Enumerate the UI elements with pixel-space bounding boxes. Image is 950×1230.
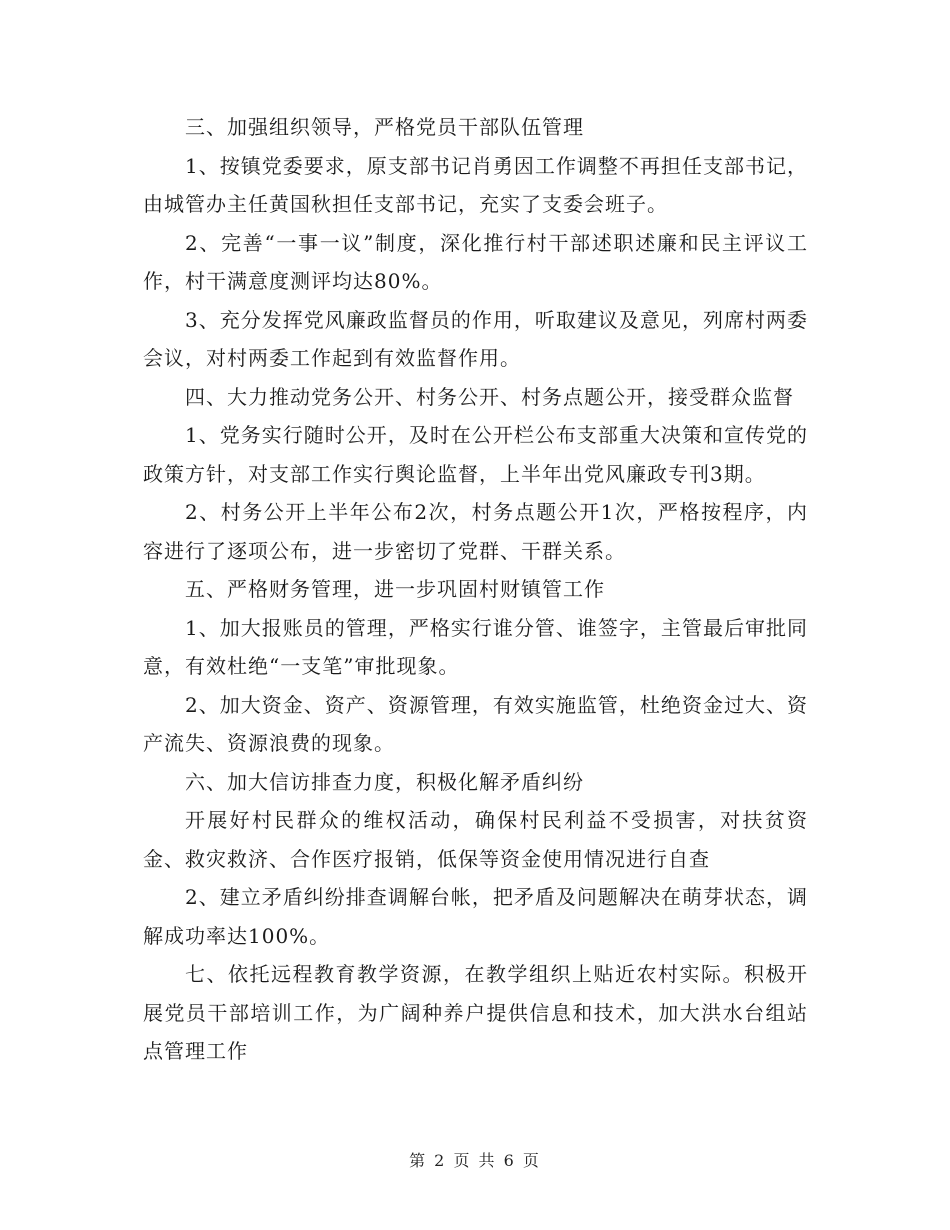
paragraph: 3、充分发挥党风廉政监督员的作用，听取建议及意见，列席村两委会议，对村两委工作起到有效监督作用。 xyxy=(143,307,808,370)
paragraph: 2、村务公开上半年公布2次，村务点题公开1次，严格按程序，内容进行了逐项公布，进一步密切了党群、干群关系。 xyxy=(143,500,808,563)
paragraph: 1、党务实行随时公开，及时在公开栏公布支部重大决策和宣传党的政策方针，对支部工作实行舆论监督，上半年出党风廉政专刊3期。 xyxy=(143,423,808,486)
heading-section-4: 四、大力推动党务公开、村务公开、村务点题公开，接受群众监督 xyxy=(185,384,794,409)
paragraph: 1、加大报账员的管理，严格实行谁分管、谁签字，主管最后审批同意，有效杜绝“一支笔”审批现象。 xyxy=(143,615,808,678)
paragraph: 开展好村民群众的维权活动，确保村民利益不受损害，对扶贫资金、救灾救济、合作医疗报销，低保等资金使用情况进行自查 xyxy=(143,808,808,871)
heading-section-6: 六、加大信访排查力度，积极化解矛盾纠纷 xyxy=(185,769,584,794)
heading-section-5: 五、严格财务管理，进一步巩固村财镇管工作 xyxy=(185,577,605,601)
heading-section-7: 七、依托远程教育教学资源，在教学组织上贴近农村实际。积极开展党员干部培训工作，为广阔种养户提供信息和技术，加大洪水台组站点管理工作 xyxy=(143,962,808,1063)
paragraph: 2、完善“一事一议”制度，深化推行村干部述职述廉和民主评议工作，村干满意度测评均达80%。 xyxy=(143,230,808,293)
page-number-footer: 第 2 页 共 6 页 xyxy=(409,1151,541,1170)
paragraph: 1、按镇党委要求，原支部书记肖勇因工作调整不再担任支部书记，由城管办主任黄国秋担任支部书记，充实了支委会班子。 xyxy=(143,153,808,216)
paragraph: 2、建立矛盾纠纷排查调解台帐，把矛盾及问题解决在萌芽状态，调解成功率达100%。 xyxy=(143,885,808,948)
paragraph: 2、加大资金、资产、资源管理，有效实施监管，杜绝资金过大、资产流失、资源浪费的现象。 xyxy=(143,692,808,755)
heading-section-3: 三、加强组织领导，严格党员干部队伍管理 xyxy=(185,115,584,139)
document-body xyxy=(143,108,808,1071)
